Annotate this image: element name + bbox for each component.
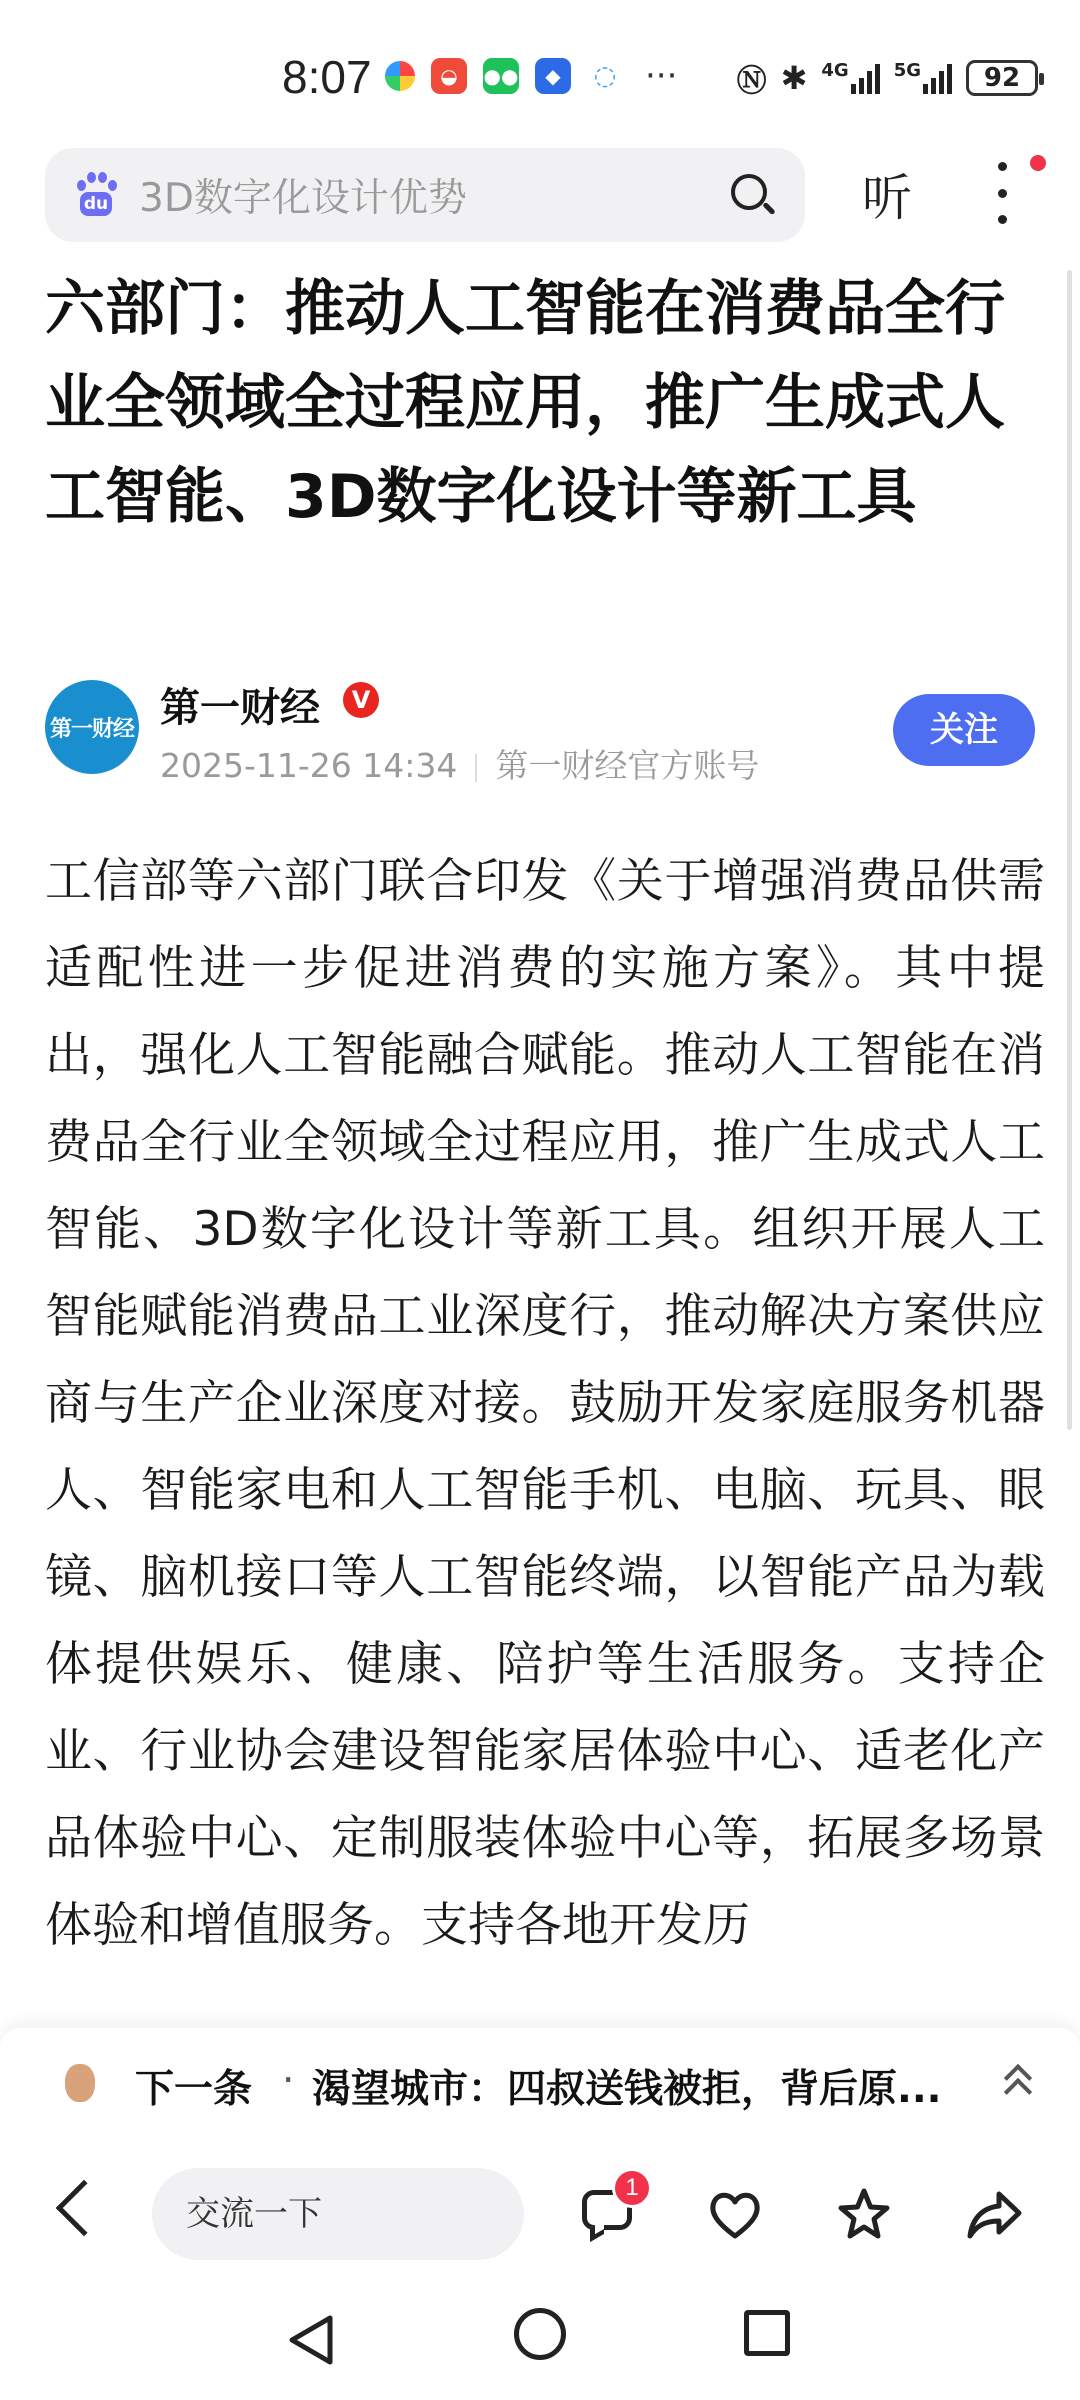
verified-icon: V [343, 682, 379, 718]
more-notifications-icon: ··· [645, 56, 678, 96]
search-query[interactable]: 3D数字化设计优势 [139, 176, 467, 221]
next-article-thumbnail [45, 2050, 113, 2118]
system-navigation-bar [0, 2278, 1080, 2400]
next-separator: · [282, 2058, 295, 2103]
meta-divider [475, 754, 477, 782]
network-type-2: 5G [893, 60, 921, 81]
signal-icon [851, 62, 880, 94]
comment-input[interactable]: 交流一下 [152, 2168, 524, 2260]
signal-icon [923, 62, 952, 94]
app-notification-icon [385, 61, 415, 91]
listen-button[interactable]: 听 [862, 169, 912, 227]
app-shield-icon: ◆ [535, 58, 571, 94]
back-icon[interactable] [56, 2180, 113, 2237]
nav-recents-icon[interactable] [744, 2310, 790, 2356]
bluetooth-icon: ✱ [780, 59, 808, 97]
next-article-bar[interactable] [0, 2028, 1080, 2148]
nav-home-icon[interactable] [514, 2308, 566, 2360]
article-body: 工信部等六部门联合印发《关于增强消费品供需适配性进一步促进消费的实施方案》。其中提出，强化人工智能融合赋能。推动人工智能在消费品全行业全领域全过程应用，推广生成式人工智能、3D数字化设计等新工具。组织开展人工智能赋能消费品工业深度行，推动解决方案供应商与生产企业深度对接。鼓励开发家庭服务机器人、智能家电和人工智能手机、电脑、玩具、眼镜、脑机接口等人工智能终端，以智能产品为载体提供娱乐、健康、陪护等生活服务。支持企业、行业协会建设智能家居体验中心、适老化产品体验中心、定制服装体验中心等，拓展多场景体验和增值服务。支持各地开发历 [45, 854, 1045, 1953]
baidu-logo-icon [73, 172, 119, 218]
publish-date: 2025-11-26 14:34 [160, 746, 458, 785]
favorite-star-icon[interactable] [835, 2186, 893, 2244]
nfc-icon: Ⓝ [736, 64, 767, 99]
account-type: 第一财经官方账号 [495, 746, 760, 785]
follow-button[interactable]: 关注 [893, 694, 1035, 766]
network-type-1: 4G [821, 60, 849, 81]
nav-back-icon[interactable] [286, 2312, 336, 2372]
more-menu-icon[interactable] [990, 162, 1014, 224]
double-chevron-up-icon[interactable] [1000, 2062, 1036, 2102]
comment-count-badge: 1 [612, 2168, 652, 2208]
author-avatar[interactable]: 第一财经 [45, 680, 139, 774]
next-label: 下一条 [135, 2067, 253, 2112]
article-title: 六部门：推动人工智能在消费品全行业全领域全过程应用，推广生成式人工智能、3D数字化设计等新工具 [45, 274, 1005, 532]
author-name[interactable]: 第一财经 [160, 685, 320, 731]
author-meta [160, 740, 759, 787]
chat-app-icon: ◌ [587, 58, 623, 94]
search-icon[interactable] [727, 170, 777, 220]
next-article-title[interactable]: 渴望城市：四叔送钱被拒，背后原... [312, 2067, 942, 2112]
system-indicators [737, 56, 1038, 100]
shopping-app-icon: ◒ [431, 58, 467, 94]
bottom-toolbar [0, 2148, 1080, 2278]
notification-dot [1030, 155, 1046, 171]
wechat-icon: ●● [483, 58, 519, 94]
search-bar[interactable] [45, 148, 805, 242]
scrollbar[interactable] [1067, 270, 1072, 1430]
logo-text: du [80, 192, 112, 216]
share-icon[interactable] [965, 2186, 1023, 2244]
like-heart-icon[interactable] [706, 2186, 764, 2244]
battery-indicator: 92 [966, 60, 1038, 96]
author-row [45, 680, 1035, 785]
status-bar [0, 0, 1080, 140]
status-time: 8:07 [282, 51, 372, 103]
notification-icons [385, 58, 677, 94]
